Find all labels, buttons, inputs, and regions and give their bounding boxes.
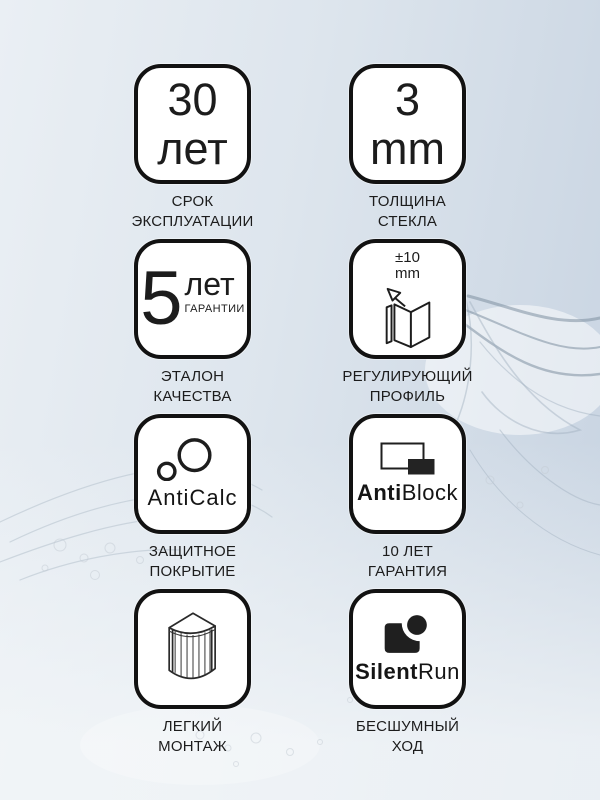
antiblock-badge <box>349 414 466 534</box>
feature-caption <box>153 367 231 407</box>
warranty-unit: лет <box>184 266 235 302</box>
service-life-badge <box>134 64 251 184</box>
warranty-badge <box>134 239 251 359</box>
feature-caption <box>342 367 472 407</box>
feature-warranty <box>85 239 300 414</box>
caption-line: ЗАЩИТНОЕ <box>148 543 237 560</box>
water-drops-icon <box>154 437 214 481</box>
easy-installation-badge <box>134 589 251 709</box>
brand-regular-part: Run <box>418 659 460 684</box>
feature-caption <box>149 542 236 582</box>
feature-caption <box>132 192 254 232</box>
caption-line: СРОК <box>171 193 214 210</box>
caption-line: ЭТАЛОН <box>160 368 225 385</box>
value-line: 3 <box>394 74 420 125</box>
glass-thickness-badge <box>349 64 466 184</box>
caption-line: ХОД <box>391 738 424 755</box>
feature-caption <box>158 717 227 757</box>
silentrun-brand-label <box>355 659 460 685</box>
caption-line: МОНТАЖ <box>158 738 227 755</box>
adjustable-profile-icon <box>383 285 433 349</box>
caption-line: РЕГУЛИРУЮЩИЙ <box>342 368 473 385</box>
silentrun-badge <box>349 589 466 709</box>
anticalc-badge <box>134 414 251 534</box>
feature-easy-installation <box>85 589 300 764</box>
feature-caption <box>368 542 447 582</box>
feature-silentrun <box>300 589 515 764</box>
glass-thickness-value <box>370 75 445 173</box>
value-line: mm <box>370 123 445 174</box>
feature-service-life <box>85 64 300 239</box>
silent-roller-icon <box>382 613 434 655</box>
feature-anticalc <box>85 414 300 589</box>
feature-adjustable-profile <box>300 239 515 414</box>
brand-regular-part: Block <box>401 480 459 505</box>
caption-line: СТЕКЛА <box>377 213 438 230</box>
antiblock-brand-label <box>357 480 458 506</box>
caption-line: КАЧЕСТВА <box>153 388 232 405</box>
caption-line: ТОЛЩИНА <box>369 193 446 210</box>
anticalc-brand-label: AntiCalc <box>147 485 238 510</box>
caption-line: ПОКРЫТИЕ <box>149 563 236 580</box>
label-line: ±10 <box>395 248 420 266</box>
caption-line: БЕСШУМНЫЙ <box>355 718 460 735</box>
label-line: mm <box>395 264 420 282</box>
overlapping-panels-icon <box>380 442 436 476</box>
adjustable-profile-badge <box>349 239 466 359</box>
warranty-sub-label: ГАРАНТИИ <box>184 303 245 315</box>
warranty-number: 5 <box>140 256 183 341</box>
warranty-value <box>140 256 245 341</box>
value-line: 30 <box>167 74 218 125</box>
caption-line: ГАРАНТИЯ <box>367 563 448 580</box>
value-line: лет <box>157 123 228 174</box>
feature-caption <box>369 192 446 232</box>
warranty-unit-block <box>185 264 245 315</box>
caption-line: ПРОФИЛЬ <box>369 388 446 405</box>
adjustment-range-label <box>395 250 420 282</box>
brand-bold-part: Anti <box>356 480 402 505</box>
brand-bold-part: Silent <box>355 659 419 684</box>
caption-line: 10 ЛЕТ <box>381 543 434 560</box>
caption-line: ЭКСПЛУАТАЦИИ <box>131 213 254 230</box>
caption-line: ЛЕГКИЙ <box>162 718 223 735</box>
feature-caption <box>356 717 459 757</box>
corner-shower-cabin-icon <box>162 609 224 689</box>
feature-glass-thickness <box>300 64 515 239</box>
service-life-value <box>157 75 227 173</box>
feature-antiblock <box>300 414 515 589</box>
